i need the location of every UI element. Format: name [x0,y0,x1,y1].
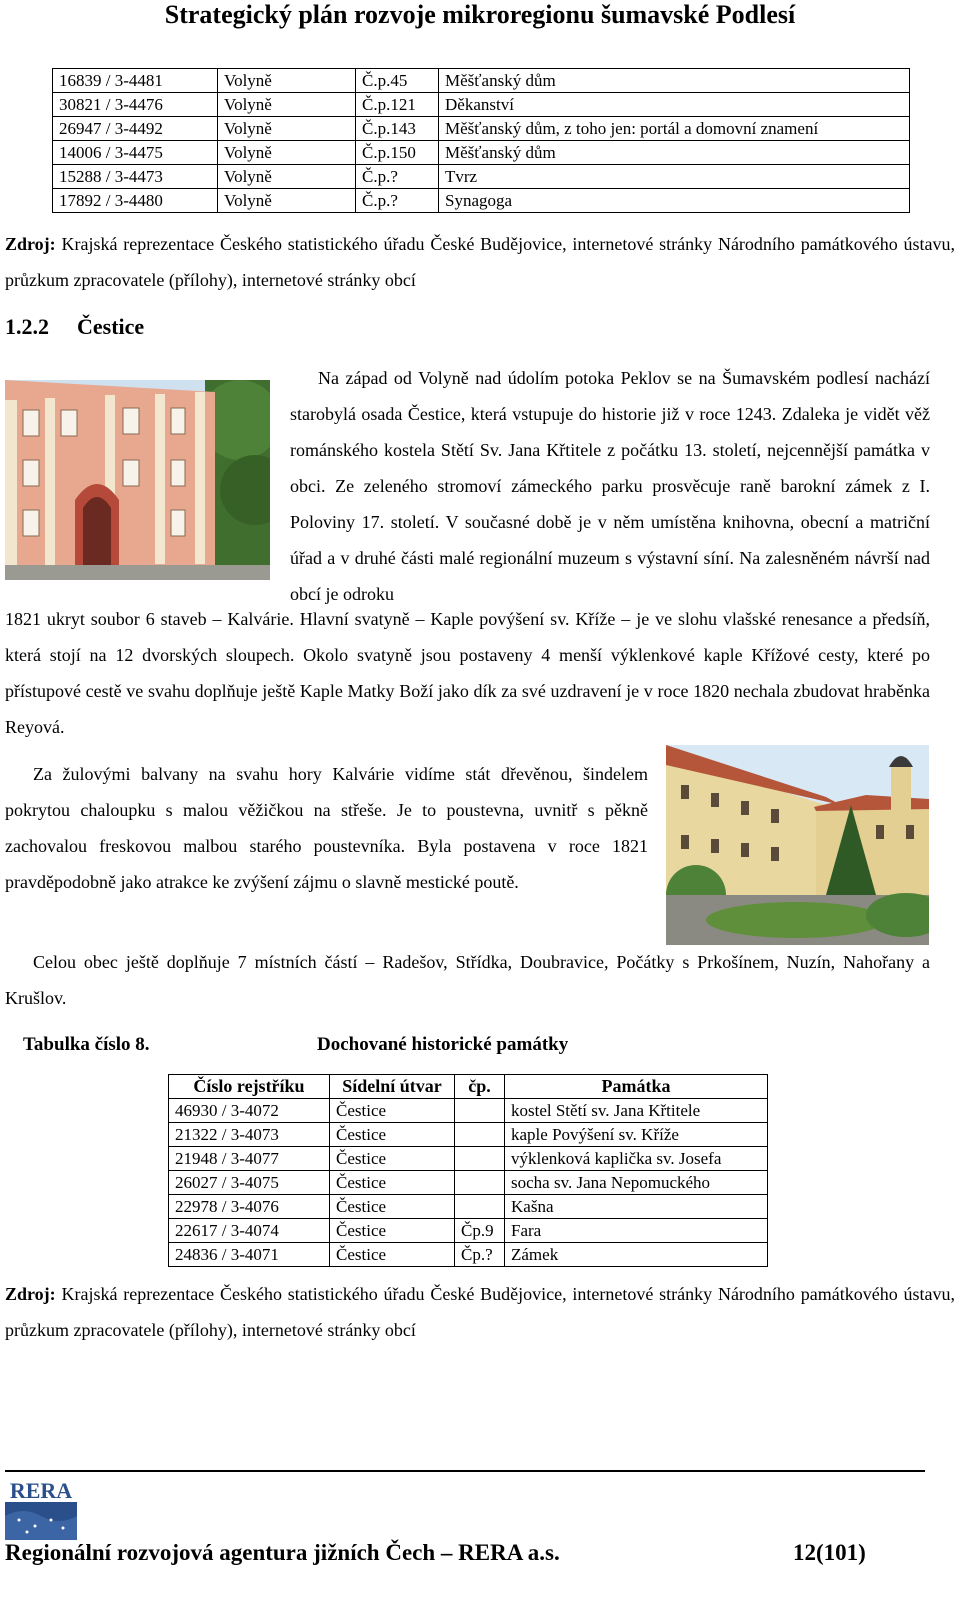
house-number-cell [455,1147,505,1171]
settlement-cell: Čestice [330,1147,455,1171]
monuments-table-cestice [168,1074,768,1267]
house-number-cell [455,1195,505,1219]
settlement-cell: Čestice [330,1099,455,1123]
monument-cell: Tvrz [439,165,910,189]
table-row [169,1099,768,1123]
column-header-house-number: čp. [455,1075,505,1099]
register-cell: 16839 / 3-4481 [53,69,218,93]
monuments-table-volyne [52,68,910,213]
chateau-photo [5,380,270,580]
house-number-cell: Č.p.45 [356,69,439,93]
table-row [53,141,910,165]
table-row [169,1195,768,1219]
monument-cell: Fara [505,1219,768,1243]
house-number-cell: Čp.? [455,1243,505,1267]
table-row [53,93,910,117]
table-row [169,1219,768,1243]
monument-cell: výklenková kaplička sv. Josefa [505,1147,768,1171]
section-heading [5,314,144,340]
courtyard-photo [666,745,929,945]
source-label: Zdroj: [5,234,56,254]
table-row [53,69,910,93]
settlement-cell: Čestice [330,1219,455,1243]
source-note-2 [5,1276,955,1348]
register-cell: 22978 / 3-4076 [169,1195,330,1219]
register-cell: 26947 / 3-4492 [53,117,218,141]
monument-cell: kaple Povýšení sv. Kříže [505,1123,768,1147]
column-header-settlement: Sídelní útvar [330,1075,455,1099]
register-cell: 17892 / 3-4480 [53,189,218,213]
section-number: 1.2.2 [5,314,49,339]
house-number-cell: Č.p.? [356,165,439,189]
monument-cell: Synagoga [439,189,910,213]
monument-cell: kostel Stětí sv. Jana Křtitele [505,1099,768,1123]
source-text: Krajská reprezentace Českého statistického úřadu České Budějovice, internetové stránky Národního památkového ústavu, průzkum zpracovatele (přílohy), internetové stránky obcí [5,234,955,290]
column-header-monument: Památka [505,1075,768,1099]
table-row [169,1171,768,1195]
settlement-cell: Volyně [218,189,356,213]
house-number-cell [455,1123,505,1147]
table-row [53,189,910,213]
house-number-cell: Č.p.? [356,189,439,213]
logo-text: RERA [9,1478,73,1503]
footer-organization: Regionální rozvojová agentura jižních Čech – RERA a.s. [5,1540,560,1565]
settlement-cell: Čestice [330,1171,455,1195]
footer-divider [5,1470,925,1472]
settlement-cell: Volyně [218,93,356,117]
settlement-cell: Čestice [330,1123,455,1147]
table-row [53,165,910,189]
monument-cell: Měšťanský dům, z toho jen: portál a domovní znamení [439,117,910,141]
settlement-cell: Volyně [218,141,356,165]
settlement-cell: Čestice [330,1195,455,1219]
rera-logo [5,1476,77,1540]
monument-cell: Kašna [505,1195,768,1219]
paragraph-cestice-intro: Na západ od Volyně nad údolím potoka Peklov se na Šumavském podlesí nachází starobylá osada Čestice, která vstupuje do historie již v roce 1243. Zdaleka je vidět věž románského kostela Stětí Sv. Jana Křtitele z počátku 13. století, nejcennější památka v obci. Ze zeleného stromoví zámeckého parku prosvěcuje raně barokní zámek z I. Poloviny 17. století. V současné době je v něm umístěna knihovna, obecní a matriční úřad a v druhé části malé regionální muzeum s výstavní síní. Na zalesněném návrší nad obcí je odroku [290,368,930,604]
register-cell: 15288 / 3-4473 [53,165,218,189]
monument-cell: Měšťanský dům [439,69,910,93]
house-number-cell: Č.p.143 [356,117,439,141]
column-header-register: Číslo rejstříku [169,1075,330,1099]
page-header-title: Strategický plán rozvoje mikroregionu šumavské Podlesí [164,0,796,29]
paragraph-hermitage: Za žulovými balvany na svahu hory Kalvárie vidíme stát dřevěnou, šindelem pokrytou chaloupku s malou věžičkou na střeše. Je to poustevna, uvnitř s pěkně zachovalou freskovou malbou starého poustevníka. Byla postavena v roce 1821 pravděpodobně jako atrakce ke zvýšení zájmu o slavně mestické poutě. [5,764,648,892]
paragraph-cestice-continued: 1821 ukryt soubor 6 staveb – Kalvárie. Hlavní svatyně – Kaple povýšení sv. Kříže – je ve slohu vlašské renesance a předsíň, která stojí na 12 dvorských sloupech. Okolo svatyně jsou postaveny 4 menší výklenkové kaple Křížové cesty, které po přístupové cestě ve svahu doplňuje ještě Kaple Matky Boží jako dík za své uzdravení je v roce 1820 nechala zbudovat hraběnka Reyová. [5,609,930,737]
source-note-1 [5,226,955,298]
register-cell: 30821 / 3-4476 [53,93,218,117]
register-cell: 21322 / 3-4073 [169,1123,330,1147]
paragraph-local-parts: Celou obec ještě doplňuje 7 místních částí – Radešov, Střídka, Doubravice, Počátky s Prkošínem, Nuzín, Nahořany a Krušlov. [5,952,930,1008]
settlement-cell: Čestice [330,1243,455,1267]
section-title: Čestice [77,314,145,339]
settlement-cell: Volyně [218,165,356,189]
monument-cell: Měšťanský dům [439,141,910,165]
table-row [169,1243,768,1267]
house-number-cell [455,1099,505,1123]
monument-cell: socha sv. Jana Nepomuckého [505,1171,768,1195]
monument-cell: Zámek [505,1243,768,1267]
settlement-cell: Volyně [218,117,356,141]
house-number-cell: Č.p.150 [356,141,439,165]
register-cell: 14006 / 3-4475 [53,141,218,165]
register-cell: 26027 / 3-4075 [169,1171,330,1195]
house-number-cell [455,1171,505,1195]
register-cell: 46930 / 3-4072 [169,1099,330,1123]
table-caption-title: Dochované historické památky [317,1034,569,1055]
source-text: Krajská reprezentace Českého statistického úřadu České Budějovice, internetové stránky Národního památkového ústavu, průzkum zpracovatele (přílohy), internetové stránky obcí [5,1284,955,1340]
house-number-cell: Čp.9 [455,1219,505,1243]
table-row [169,1123,768,1147]
house-number-cell: Č.p.121 [356,93,439,117]
source-label: Zdroj: [5,1284,56,1304]
register-cell: 24836 / 3-4071 [169,1243,330,1267]
table-caption-number: Tabulka číslo 8. [23,1034,150,1055]
page-number: 12(101) [793,1540,866,1565]
settlement-cell: Volyně [218,69,356,93]
register-cell: 22617 / 3-4074 [169,1219,330,1243]
table-row [53,117,910,141]
table-row [169,1147,768,1171]
register-cell: 21948 / 3-4077 [169,1147,330,1171]
monument-cell: Děkanství [439,93,910,117]
